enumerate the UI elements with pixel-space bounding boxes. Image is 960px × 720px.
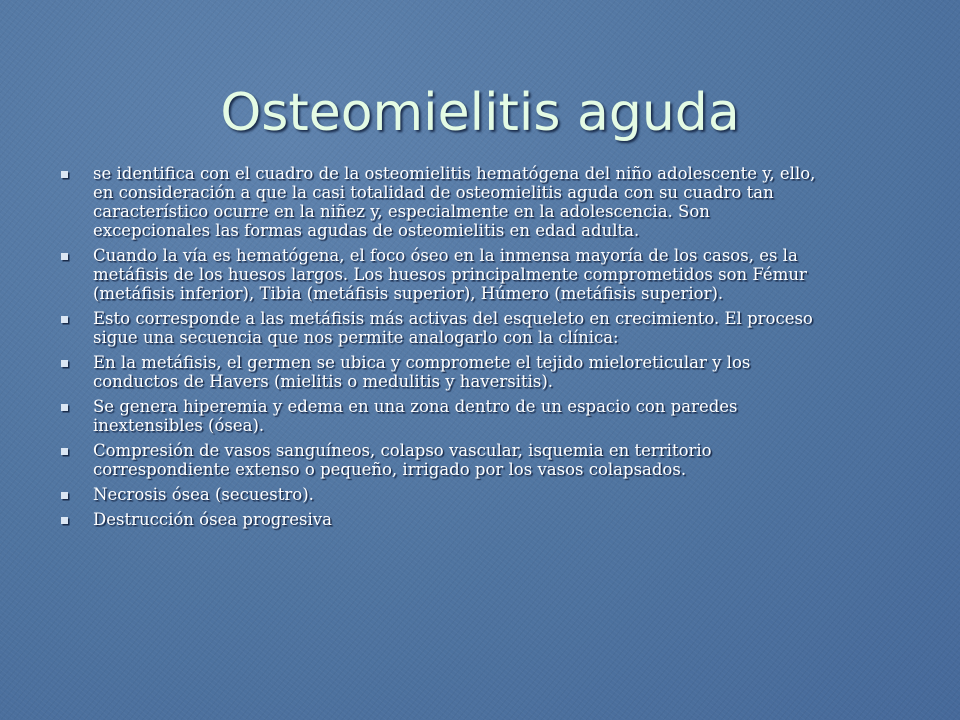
bullet-text-line: sigue una secuencia que nos permite analogarlo con la clínica:	[93, 328, 619, 347]
bullet-text-line: en consideración a que la casi totalidad de osteomielitis aguda con su cuadro tan	[93, 183, 774, 202]
bullet-item	[60, 309, 910, 347]
bullet-item	[60, 397, 910, 435]
square-bullet-icon	[61, 492, 68, 499]
bullet-list	[60, 164, 910, 535]
bullet-text-line: En la metáfisis, el germen se ubica y compromete el tejido mieloreticular y los	[93, 353, 751, 372]
square-bullet-icon	[61, 316, 68, 323]
bullet-text-line: correspondiente extenso o pequeño, irrigado por los vasos colapsados.	[93, 460, 687, 479]
bullet-item	[60, 246, 910, 303]
bullet-text-line: Se genera hiperemia y edema en una zona dentro de un espacio con paredes	[93, 397, 738, 416]
square-bullet-icon	[61, 404, 68, 411]
bullet-text-line: Necrosis ósea (secuestro).	[93, 485, 314, 504]
slide-title: Osteomielitis aguda	[220, 83, 740, 143]
bullet-text-line: (metáfisis inferior), Tibia (metáfisis superior), Húmero (metáfisis superior).	[93, 284, 724, 303]
bullet-text-line: característico ocurre en la niñez y, especialmente en la adolescencia. Son	[93, 202, 710, 221]
bullet-item	[60, 441, 910, 479]
bullet-text-line: Destrucción ósea progresiva	[93, 510, 332, 529]
bullet-item	[60, 510, 910, 529]
square-bullet-icon	[61, 448, 68, 455]
bullet-item	[60, 164, 910, 240]
square-bullet-icon	[61, 360, 68, 367]
bullet-item	[60, 353, 910, 391]
bullet-text-line: Cuando la vía es hematógena, el foco óseo en la inmensa mayoría de los casos, es la	[93, 246, 798, 265]
bullet-text-line: Compresión de vasos sanguíneos, colapso vascular, isquemia en territorio	[93, 441, 712, 460]
bullet-text-line: metáfisis de los huesos largos. Los huesos principalmente comprometidos son Fémur	[93, 265, 807, 284]
square-bullet-icon	[61, 517, 68, 524]
bullet-text-line: se identifica con el cuadro de la osteomielitis hematógena del niño adolescente y, ello,	[93, 164, 816, 183]
bullet-text-line: inextensibles (ósea).	[93, 416, 265, 435]
bullet-text-line: Esto corresponde a las metáfisis más activas del esqueleto en crecimiento. El proceso	[93, 309, 813, 328]
bullet-text-line: conductos de Havers (mielitis o medulitis y haversitis).	[93, 372, 554, 391]
bullet-text-line: excepcionales las formas agudas de osteomielitis en edad adulta.	[93, 221, 640, 240]
square-bullet-icon	[61, 171, 68, 178]
bullet-item	[60, 485, 910, 504]
square-bullet-icon	[61, 253, 68, 260]
